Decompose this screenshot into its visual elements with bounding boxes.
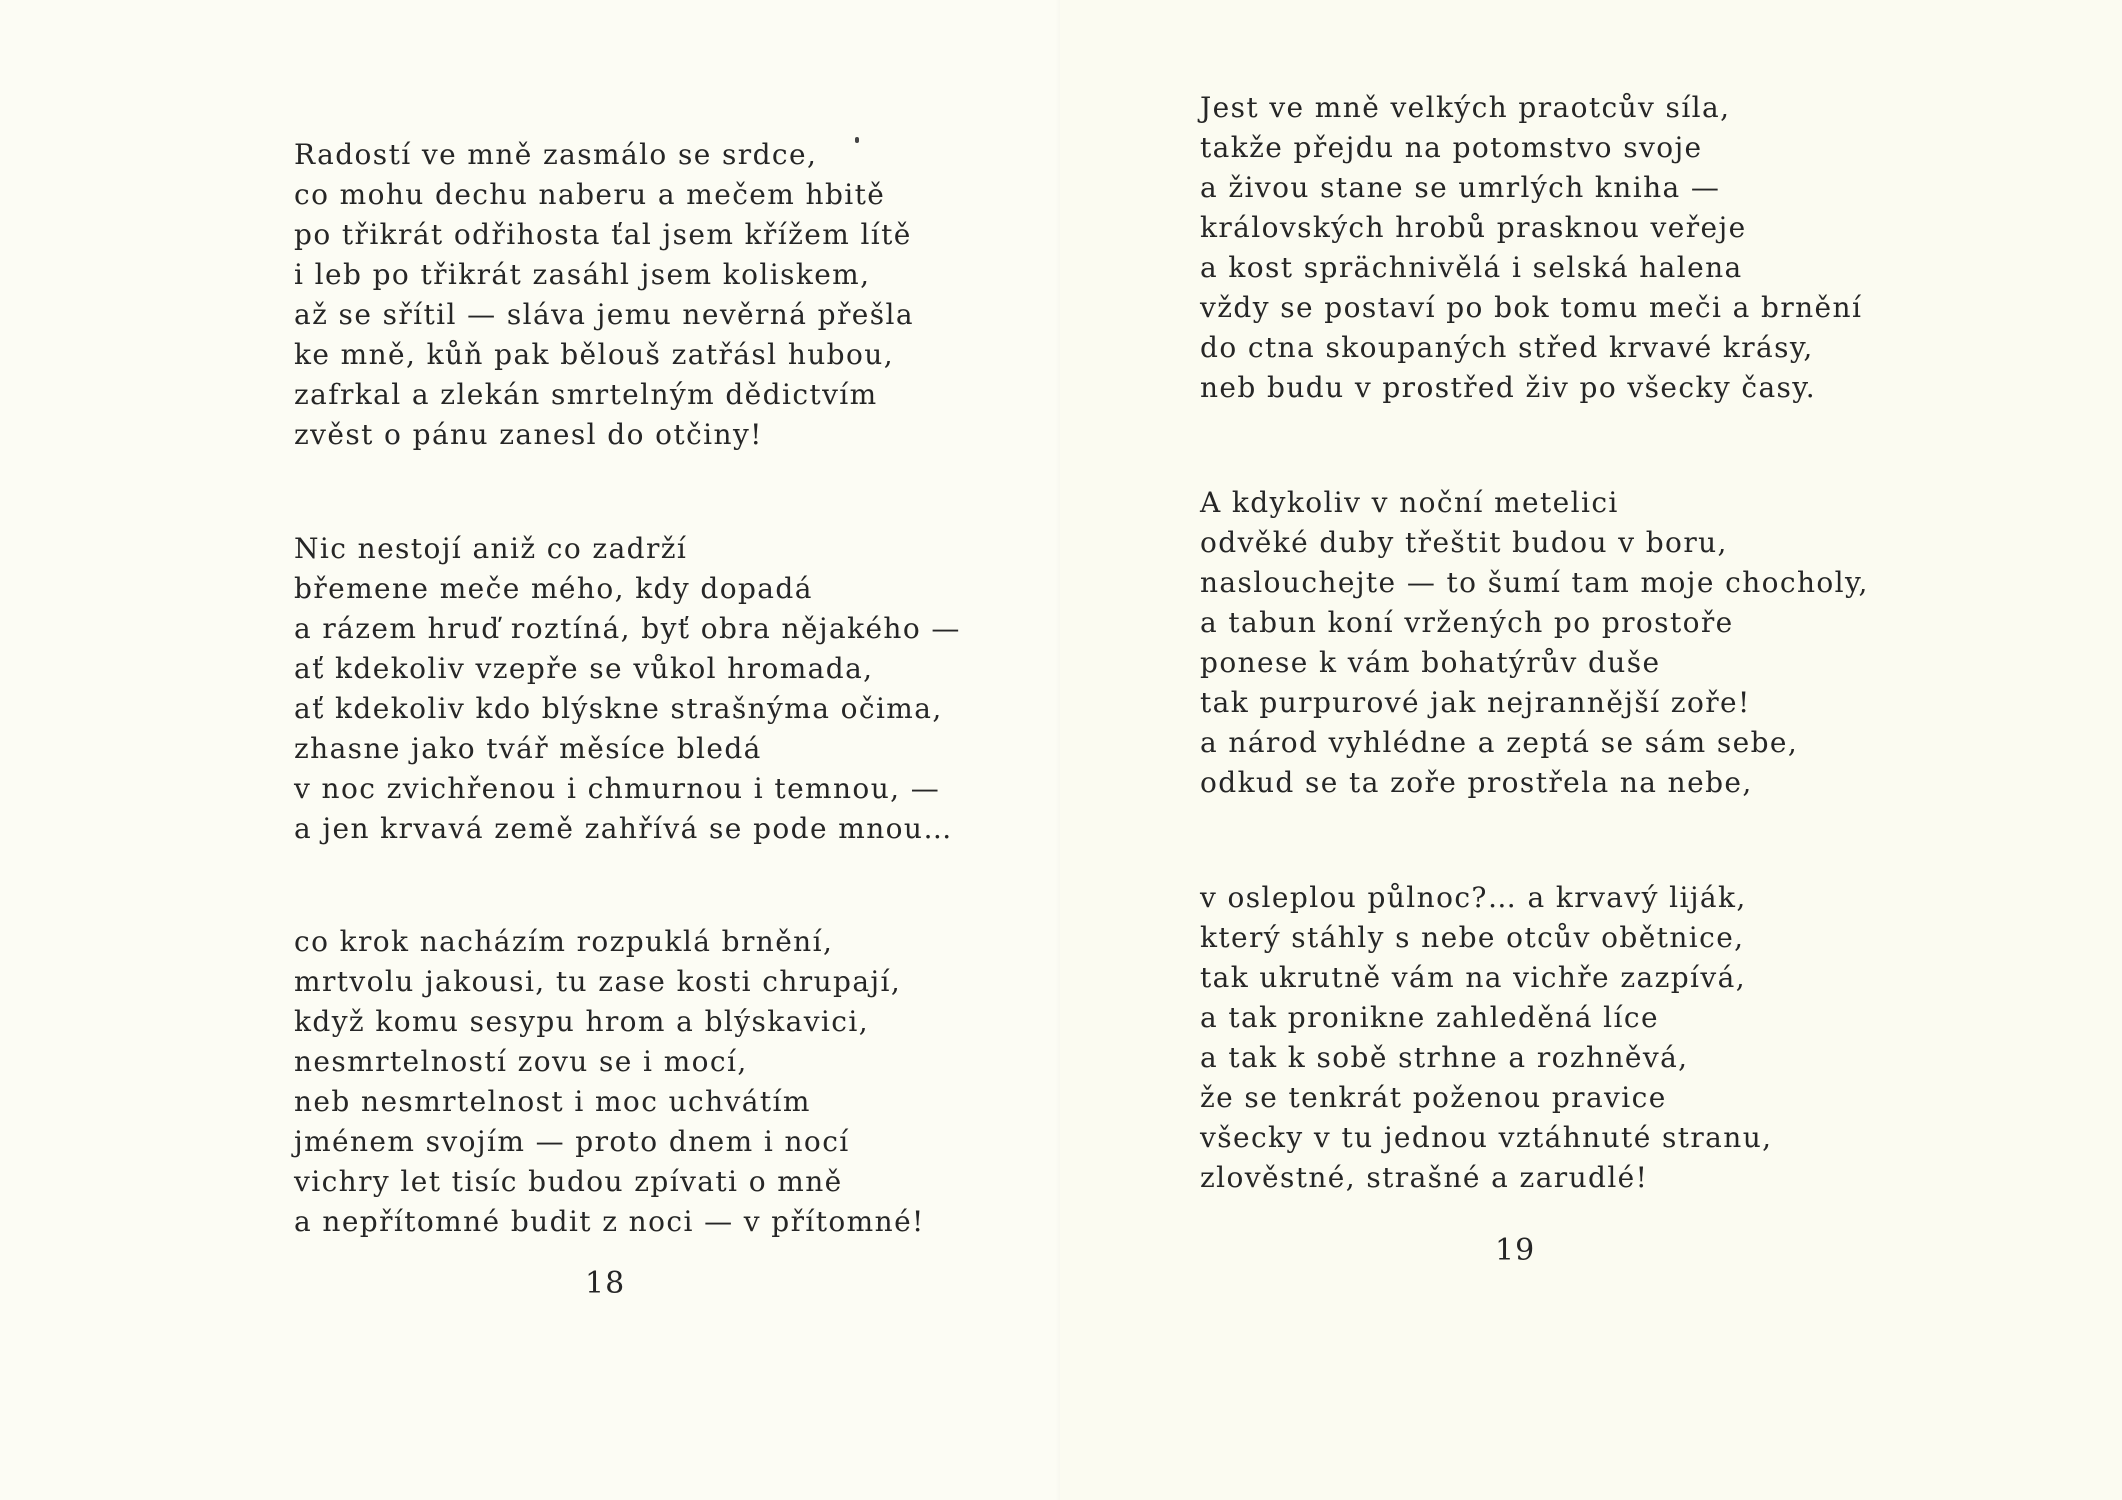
- poem-line: břemene meče mého, kdy dopadá: [294, 572, 813, 605]
- poem-line: mrtvolu jakousi, tu zase kosti chrupají,: [294, 965, 902, 998]
- poem-line: tak ukrutně vám na vichře zazpívá,: [1200, 961, 1747, 994]
- poem-line: po třikrát odřihosta ťal jsem křížem lítě: [294, 218, 912, 251]
- poem-line: a kost sprächnivělá i selská halena: [1200, 251, 1743, 284]
- poem-line: jménem svojím — proto dnem i nocí: [294, 1125, 850, 1158]
- poem-line: neb nesmrtelnost i moc uchvátím: [294, 1085, 811, 1118]
- left-page: [0, 0, 1060, 1500]
- right-stanza-3: [1200, 878, 1772, 1198]
- poem-line: zvěst o pánu zanesl do otčiny!: [294, 418, 763, 451]
- poem-line: vichry let tisíc budou zpívati o mně: [294, 1165, 843, 1198]
- poem-line: Nic nestojí aniž co zadrží: [294, 532, 688, 565]
- poem-line: takže přejdu na potomstvo svoje: [1200, 131, 1703, 164]
- poem-line: ponese k vám bohatýrův duše: [1200, 646, 1661, 679]
- poem-line: až se sřítil — sláva jemu nevěrná přešla: [294, 298, 914, 331]
- poem-line: co krok nacházím rozpuklá brnění,: [294, 925, 834, 958]
- poem-line: vždy se postaví po bok tomu meči a brnění: [1200, 291, 1863, 324]
- poem-line: odvěké duby třeštit budou v boru,: [1200, 526, 1728, 559]
- right-page: [1060, 0, 2122, 1500]
- right-stanza-1: [1200, 88, 1862, 408]
- poem-line: a tak pronikne zahleděná líce: [1200, 1001, 1659, 1034]
- poem-line: zlověstné, strašné a zarudlé!: [1200, 1161, 1649, 1194]
- page-number-right: 19: [1495, 1233, 1536, 1268]
- poem-line: odkud se ta zoře prostřela na nebe,: [1200, 766, 1753, 799]
- poem-line: královských hrobů prasknou veřeje: [1200, 211, 1747, 244]
- poem-line: který stáhly s nebe otcův obětnice,: [1200, 921, 1745, 954]
- left-stanza-1: [294, 135, 914, 455]
- poem-line: naslouchejte — to šumí tam moje chocholy,: [1200, 566, 1869, 599]
- poem-line: a národ vyhlédne a zeptá se sám sebe,: [1200, 726, 1799, 759]
- poem-line: v noc zvichřenou i chmurnou i temnou, —: [294, 772, 941, 805]
- poem-line: a jen krvavá země zahřívá se pode mnou…: [294, 812, 953, 845]
- poem-line: Radostí ve mně zasmálo se srdce,: [294, 138, 818, 171]
- poem-line: že se tenkrát poženou pravice: [1200, 1081, 1667, 1114]
- poem-line: ke mně, kůň pak bělouš zatřásl hubou,: [294, 338, 895, 371]
- poem-line: a živou stane se umrlých kniha —: [1200, 171, 1721, 204]
- poem-line: všecky v tu jednou vztáhnuté stranu,: [1200, 1121, 1773, 1154]
- poem-line: tak purpurové jak nejrannější zoře!: [1200, 686, 1751, 719]
- poem-line: když komu sesypu hrom a blýskavici,: [294, 1005, 870, 1038]
- poem-line: co mohu dechu naberu a mečem hbitě: [294, 178, 886, 211]
- poem-line: zafrkal a zlekán smrtelným dědictvím: [294, 378, 878, 411]
- poem-line: neb budu v prostřed živ po všecky časy.: [1200, 371, 1817, 404]
- page-number-left: 18: [585, 1266, 626, 1301]
- left-stanza-3: [294, 922, 925, 1242]
- poem-line: ať kdekoliv kdo blýskne strašnýma očima,: [294, 692, 943, 725]
- poem-line: a nepřítomné budit z noci — v přítomné!: [294, 1205, 925, 1238]
- right-stanza-2: [1200, 483, 1869, 803]
- poem-line: A kdykoliv v noční metelici: [1200, 486, 1619, 519]
- poem-line: Jest ve mně velkých praotcův síla,: [1200, 91, 1731, 124]
- poem-line: ať kdekoliv vzepře se vůkol hromada,: [294, 652, 874, 685]
- poem-line: a tabun koní vržených po prostoře: [1200, 606, 1734, 639]
- poem-line: do ctna skoupaných střed krvavé krásy,: [1200, 331, 1814, 364]
- poem-line: a tak k sobě strhne a rozhněvá,: [1200, 1041, 1689, 1074]
- poem-line: v osleplou půlnoc?… a krvavý liják,: [1200, 881, 1747, 914]
- poem-line: a rázem hruď roztíná, byť obra nějakého —: [294, 612, 961, 645]
- poem-line: i leb po třikrát zasáhl jsem koliskem,: [294, 258, 871, 291]
- poem-line: zhasne jako tvář měsíce bledá: [294, 732, 762, 765]
- poem-line: nesmrtelností zovu se i mocí,: [294, 1045, 748, 1078]
- left-stanza-2: [294, 529, 961, 849]
